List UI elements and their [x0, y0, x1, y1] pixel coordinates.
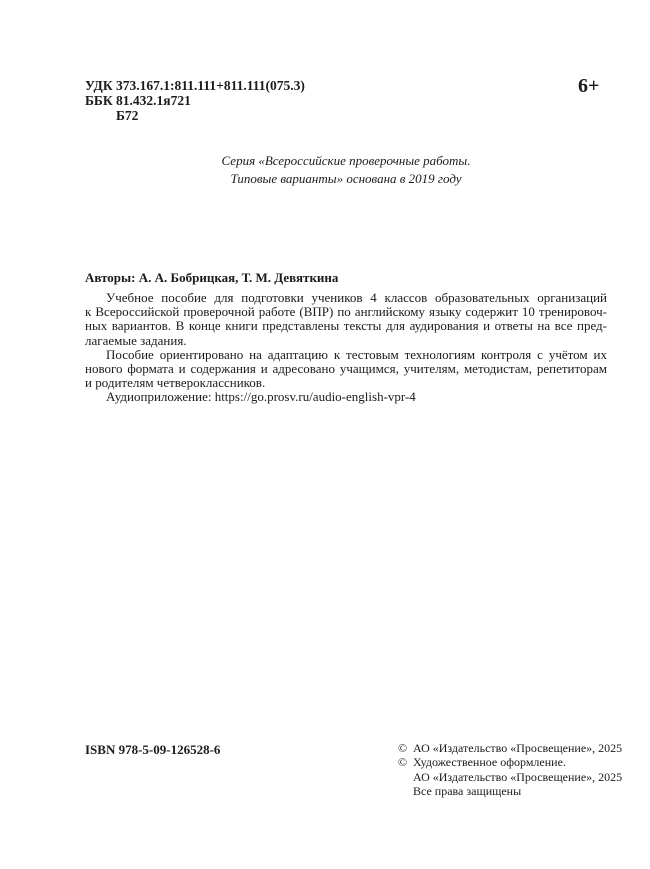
- udc-line: УДК 373.167.1:811.111+811.111(075.3): [85, 78, 305, 93]
- series-line-1: Серия «Всероссийские проверочные работы.: [221, 153, 471, 168]
- audio-app-line: Аудиоприложение: https://go.prosv.ru/audio-english-vpr-4: [106, 389, 416, 405]
- copyright-icon: ©: [398, 741, 408, 755]
- copyright-text: АО «Издательство «Просвещение», 2025: [413, 769, 623, 784]
- copyright-row: [398, 741, 622, 755]
- annotation-para2-line: нового формата и содержания и адресовано учащимся, учителям, методистам, репетиторам: [85, 361, 607, 377]
- series-note: [85, 152, 607, 188]
- copyright-row: [398, 770, 622, 784]
- copyright-row: [398, 784, 622, 798]
- copyright-row: [398, 755, 622, 769]
- annotation-para1-line: ных вариантов. В конце книги представлены тексты для аудирования и ответы на все пред-: [85, 318, 607, 334]
- copyright-icon: ©: [398, 755, 408, 770]
- author-sign: Б72: [116, 108, 139, 123]
- bibliographic-block: [85, 78, 305, 123]
- bbk-line: ББК 81.432.1я721: [85, 93, 191, 108]
- annotation-para2-line: и родителям четвероклассников.: [85, 375, 266, 391]
- copyright-icon-spacer: [398, 770, 413, 784]
- copyright-text: АО «Издательство «Просвещение», 2025: [413, 741, 623, 755]
- annotation-text: [85, 291, 607, 405]
- isbn: ISBN 978-5-09-126528-6: [85, 742, 221, 757]
- authors-line: Авторы: А. А. Бобрицкая, Т. М. Девяткина: [85, 270, 339, 285]
- annotation-para2-line: Пособие ориентировано на адаптацию к тестовым технологиям контроля с учётом их: [106, 346, 607, 362]
- copyright-icon-spacer: [398, 784, 413, 798]
- age-rating-badge: 6+: [578, 75, 600, 97]
- annotation-para1-line: Учебное пособие для подготовки учеников 4 классов образовательных организаций: [106, 290, 607, 305]
- annotation-para1-line: к Всероссийской проверочной работе (ВПР) по английскому языку содержит 10 тренировоч-: [85, 304, 607, 320]
- copyright-text: Все права защищены: [413, 784, 522, 799]
- series-line-2: Типовые варианты» основана в 2019 году: [230, 171, 462, 186]
- copyright-text: Художественное оформление.: [413, 755, 566, 770]
- copyright-block: [398, 741, 622, 799]
- annotation-para1-line: лагаемые задания.: [85, 332, 187, 348]
